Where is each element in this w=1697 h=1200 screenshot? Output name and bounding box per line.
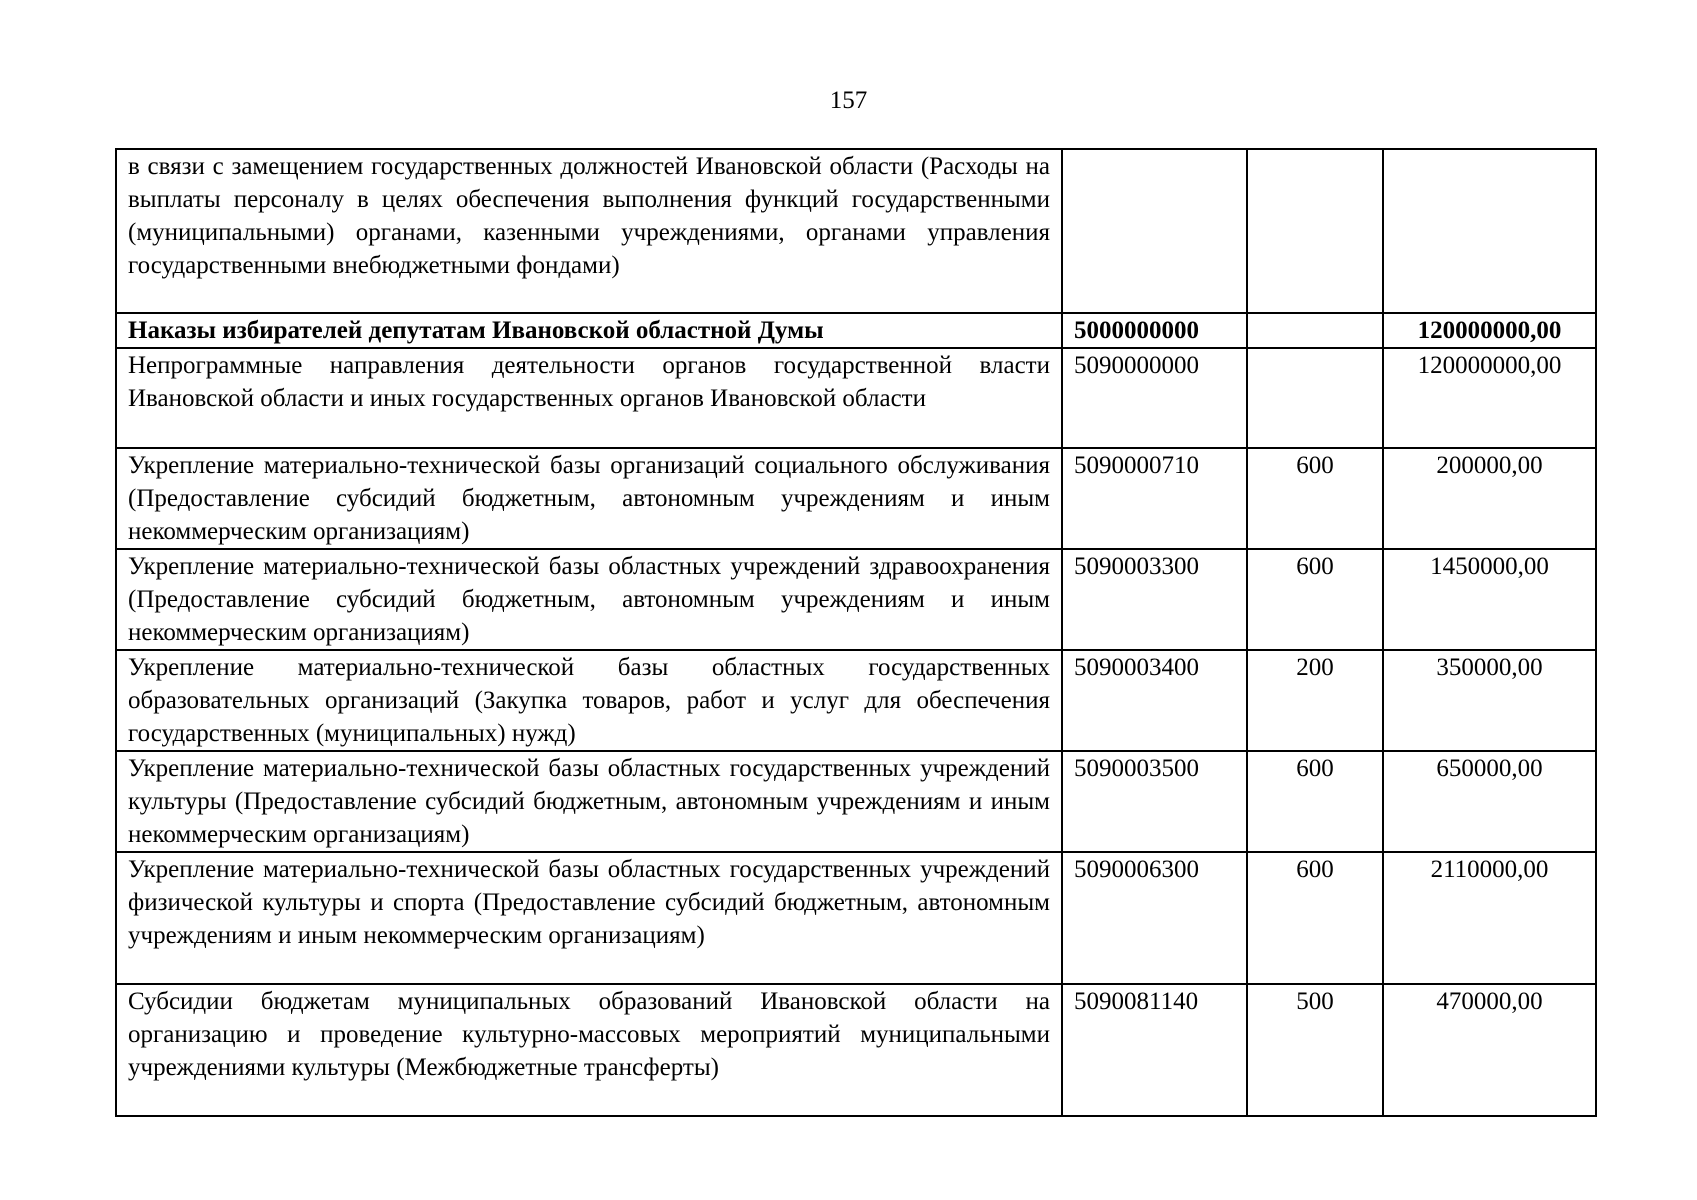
amount bbox=[1383, 149, 1596, 313]
amount: 1450000,00 bbox=[1383, 549, 1596, 650]
amount: 350000,00 bbox=[1383, 650, 1596, 751]
expense-type-code: 600 bbox=[1247, 751, 1383, 852]
target-code: 5090003400 bbox=[1062, 650, 1247, 751]
expense-name: Укрепление материально-технической базы областных государственных учреждений физической культуры и спорта (Предоставление субсидий бюджетным, автономным учреждениям и иным некоммерческим организациям) bbox=[116, 852, 1062, 984]
target-code: 5090000710 bbox=[1062, 448, 1247, 549]
target-code bbox=[1062, 149, 1247, 313]
target-code: 5090081140 bbox=[1062, 984, 1247, 1116]
target-code: 5090000000 bbox=[1062, 348, 1247, 448]
expense-name: Укрепление материально-технической базы областных государственных учреждений культуры (Предоставление субсидий бюджетным, автономным учреждениям и иным некоммерческим организациям) bbox=[116, 751, 1062, 852]
target-code: 5000000000 bbox=[1062, 313, 1247, 348]
expense-name: Укрепление материально-технической базы областных государственных образовательных организаций (Закупка товаров, работ и услуг для обеспечения государственных (муниципальных) нужд) bbox=[116, 650, 1062, 751]
expense-name: Непрограммные направления деятельности органов государственной власти Ивановской области и иных государственных органов Ивановской области bbox=[116, 348, 1062, 448]
table-row bbox=[116, 650, 1596, 751]
amount: 120000000,00 bbox=[1383, 313, 1596, 348]
table-row bbox=[116, 549, 1596, 650]
expense-type-code: 500 bbox=[1247, 984, 1383, 1116]
budget-table bbox=[115, 148, 1597, 1117]
amount: 2110000,00 bbox=[1383, 852, 1596, 984]
table-row bbox=[116, 852, 1596, 984]
table-row bbox=[116, 149, 1596, 313]
expense-type-code bbox=[1247, 149, 1383, 313]
expense-type-code: 600 bbox=[1247, 448, 1383, 549]
expense-name: Укрепление материально-технической базы областных учреждений здравоохранения (Предоставление субсидий бюджетным, автономным учреждениям и иным некоммерческим организациям) bbox=[116, 549, 1062, 650]
expense-type-code: 600 bbox=[1247, 549, 1383, 650]
table-row bbox=[116, 313, 1596, 348]
expense-name: Наказы избирателей депутатам Ивановской областной Думы bbox=[116, 313, 1062, 348]
table-row bbox=[116, 984, 1596, 1116]
target-code: 5090003300 bbox=[1062, 549, 1247, 650]
target-code: 5090003500 bbox=[1062, 751, 1247, 852]
page-number: 157 bbox=[829, 87, 868, 114]
expense-type-code bbox=[1247, 313, 1383, 348]
amount: 200000,00 bbox=[1383, 448, 1596, 549]
amount: 470000,00 bbox=[1383, 984, 1596, 1116]
amount: 120000000,00 bbox=[1383, 348, 1596, 448]
expense-name: в связи с замещением государственных должностей Ивановской области (Расходы на выплаты персоналу в целях обеспечения выполнения функций государственными (муниципальными) органами, казенными учреждениями, органами управления государственными внебюджетными фондами) bbox=[116, 149, 1062, 313]
table-row bbox=[116, 348, 1596, 448]
expense-type-code bbox=[1247, 348, 1383, 448]
target-code: 5090006300 bbox=[1062, 852, 1247, 984]
expense-name: Укрепление материально-технической базы организаций социального обслуживания (Предоставление субсидий бюджетным, автономным учреждениям и иным некоммерческим организациям) bbox=[116, 448, 1062, 549]
expense-type-code: 200 bbox=[1247, 650, 1383, 751]
table-row bbox=[116, 751, 1596, 852]
amount: 650000,00 bbox=[1383, 751, 1596, 852]
table-row bbox=[116, 448, 1596, 549]
expense-name: Субсидии бюджетам муниципальных образований Ивановской области на организацию и проведение культурно-массовых мероприятий муниципальными учреждениями культуры (Межбюджетные трансферты) bbox=[116, 984, 1062, 1116]
expense-type-code: 600 bbox=[1247, 852, 1383, 984]
